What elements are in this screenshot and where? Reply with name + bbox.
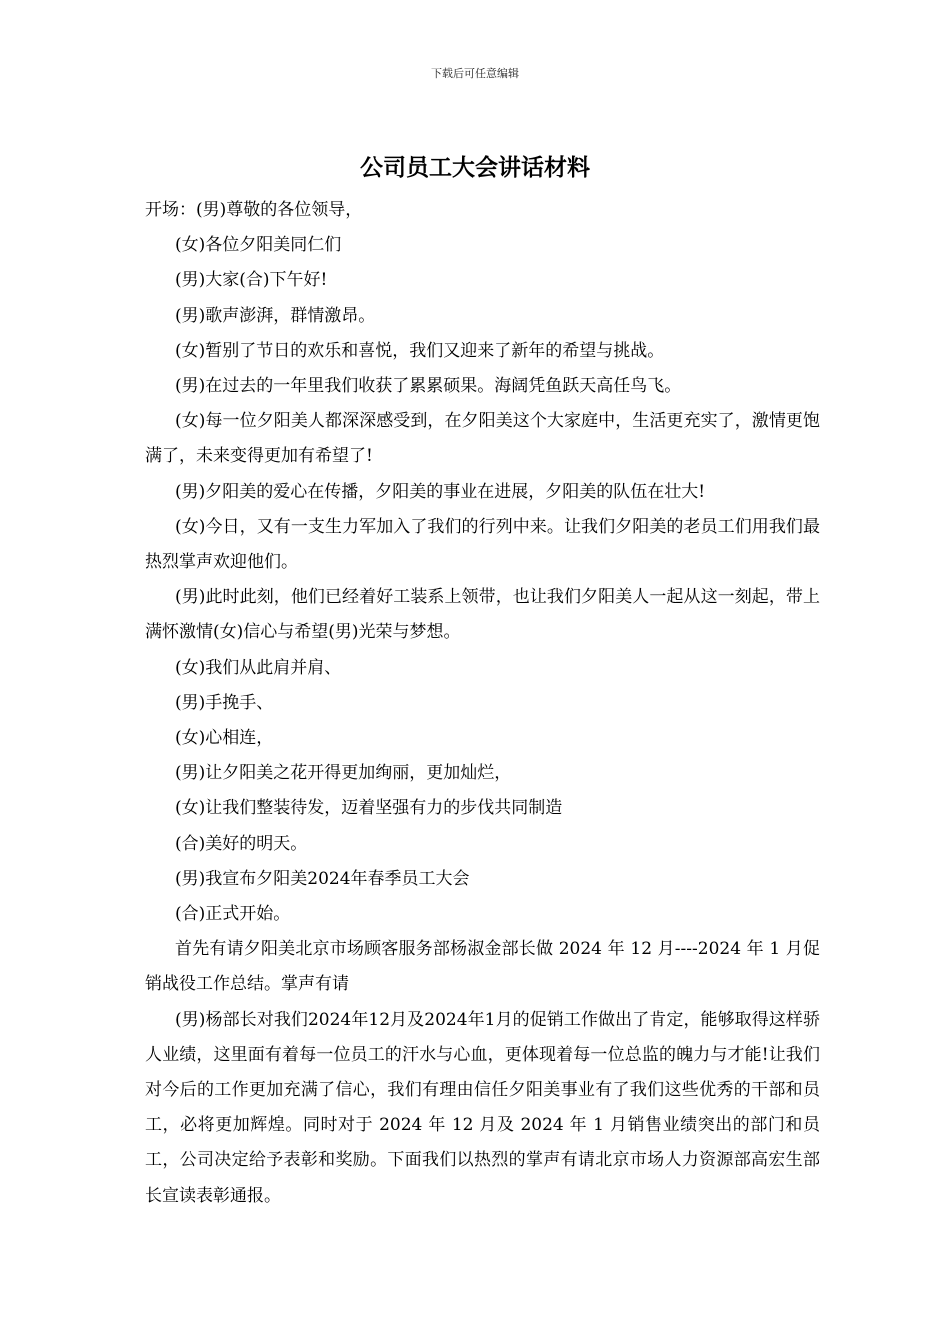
paragraph: (男)此时此刻，他们已经着好工装系上领带，也让我们夕阳美人一起从这一刻起，带上满怀激情(女)信心与希望(男)光荣与梦想。 [145, 587, 820, 643]
paragraph: (女)暂别了节日的欢乐和喜悦，我们又迎来了新年的希望与挑战。 [175, 340, 665, 361]
header-note: 下载后可任意编辑 [431, 67, 519, 80]
paragraph: (男)让夕阳美之花开得更加绚丽，更加灿烂， [175, 763, 512, 784]
paragraph: (女)我们从此肩并肩、 [175, 657, 342, 678]
paragraph-opening: 开场：(男)尊敬的各位领导， [145, 200, 363, 220]
paragraph: (女)每一位夕阳美人都深深感受到，在夕阳美这个大家庭中，生活更充实了，激情更饱满了，未来变得更加有希望了! [145, 411, 820, 467]
paragraph: (男)歌声澎湃，群情激昂。 [175, 305, 376, 326]
paragraph: (女)各位夕阳美同仁们 [175, 235, 342, 256]
paragraph: (男)大家(合)下午好! [175, 270, 328, 291]
paragraph: (合)美好的明天。 [175, 833, 308, 854]
paragraph: (女)让我们整装待发，迈着坚强有力的步伐共同制造 [175, 798, 563, 819]
paragraph: (合)正式开始。 [175, 904, 291, 925]
paragraph: 首先有请夕阳美北京市场顾客服务部杨淑金部长做 2024 年 12 月----2024 年 1 月促销战役工作总结。掌声有请 [145, 939, 820, 995]
paragraph: (女)今日，又有一支生力军加入了我们的行列中来。让我们夕阳美的老员工们用我们最热烈掌声欢迎他们。 [145, 516, 820, 573]
paragraph: (女)心相连， [175, 728, 274, 749]
paragraph: (男)夕阳美的爱心在传播，夕阳美的事业在进展，夕阳美的队伍在壮大! [175, 481, 706, 502]
paragraph: (男)杨部长对我们2024年12月及2024年1月的促销工作做出了肯定，能够取得这样骄人业绩，这里面有着每一位员工的汗水与心血，更体现着每一位总监的魄力与才能!让我们对今后的工作更加充满了信心，我们有理由信任夕阳美事业有了我们这些优秀的干部和员工，必将更加辉煌。同时对于 2024 年 12 月及 2024 年 1 月销售业绩突出的部门和员工，公司决定给予表彰和奖励。下面我们以热烈的掌声有请北京市场人力资源部高宏生部长宣读表彰通报。 [145, 1009, 820, 1206]
paragraph: (男)在过去的一年里我们收获了累累硕果。海阔凭鱼跃天高任鸟飞。 [175, 376, 682, 397]
paragraph: (男)我宣布夕阳美2024年春季员工大会 [175, 868, 470, 889]
paragraph: (男)手挽手、 [175, 692, 274, 713]
document-body [145, 193, 820, 1214]
document-title: 公司员工大会讲话材料 [360, 154, 590, 181]
